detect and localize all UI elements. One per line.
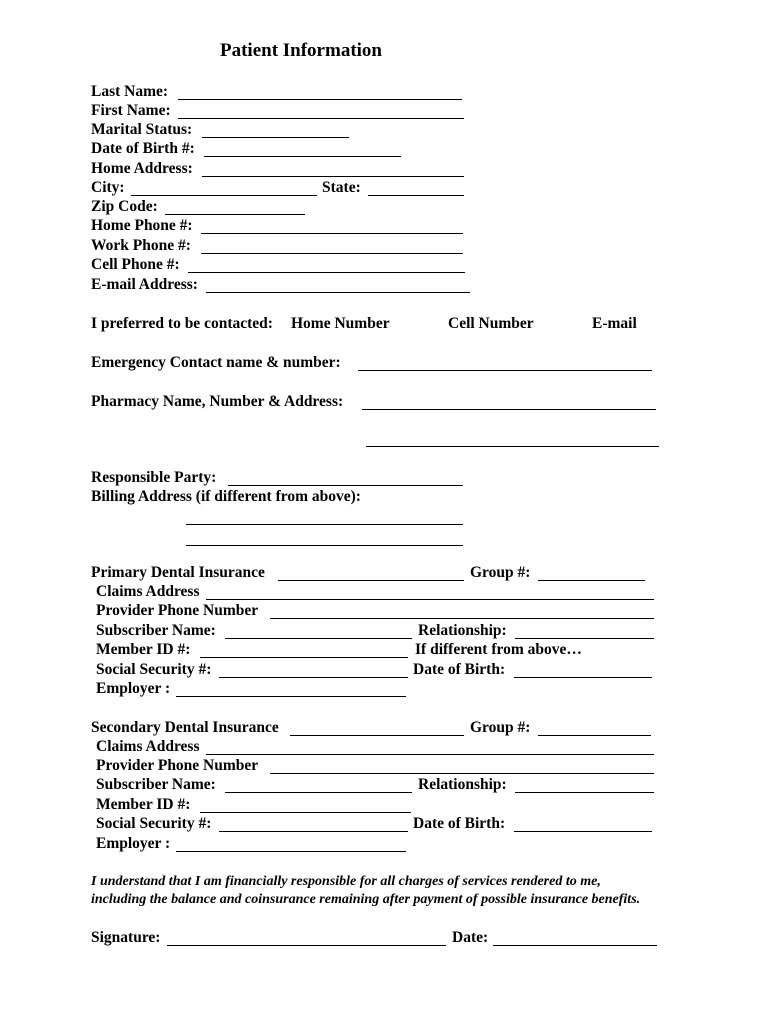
primary-group-label: Group #: bbox=[470, 564, 531, 581]
state-field[interactable] bbox=[368, 195, 464, 196]
secondary-relationship-field[interactable] bbox=[515, 792, 654, 793]
contact-option-email[interactable]: E-mail bbox=[592, 315, 637, 332]
secondary-employer-label: Employer : bbox=[96, 835, 171, 852]
pharmacy-field[interactable] bbox=[362, 409, 656, 410]
secondary-group-field[interactable] bbox=[538, 735, 651, 736]
primary-provider-phone-field[interactable] bbox=[270, 618, 654, 619]
first-name-field[interactable] bbox=[178, 118, 464, 119]
email-label: E-mail Address: bbox=[91, 276, 198, 293]
secondary-claims-field[interactable] bbox=[206, 754, 654, 755]
first-name-label: First Name: bbox=[91, 102, 171, 119]
primary-relationship-label: Relationship: bbox=[418, 622, 507, 639]
primary-employer-field[interactable] bbox=[176, 696, 406, 697]
primary-subscriber-label: Subscriber Name: bbox=[96, 622, 216, 639]
secondary-provider-phone-field[interactable] bbox=[270, 773, 654, 774]
home-address-field[interactable] bbox=[202, 176, 464, 177]
primary-relationship-field[interactable] bbox=[515, 638, 654, 639]
responsible-party-field[interactable] bbox=[228, 485, 463, 486]
primary-ssn-field[interactable] bbox=[219, 677, 408, 678]
signature-field[interactable] bbox=[167, 945, 446, 946]
home-phone-label: Home Phone #: bbox=[91, 217, 193, 234]
primary-employer-label: Employer : bbox=[96, 680, 171, 697]
primary-insurance-field[interactable] bbox=[278, 580, 464, 581]
secondary-provider-phone-label: Provider Phone Number bbox=[96, 757, 259, 774]
secondary-insurance-field[interactable] bbox=[290, 735, 464, 736]
billing-address-label: Billing Address (if different from above): bbox=[91, 488, 361, 505]
financial-statement-line2: including the balance and coinsurance remaining after payment of possible insurance benefits. bbox=[91, 892, 641, 907]
marital-status-field[interactable] bbox=[202, 137, 349, 138]
secondary-ssn-field[interactable] bbox=[219, 831, 408, 832]
secondary-member-id-field[interactable] bbox=[200, 812, 411, 813]
contact-option-home[interactable]: Home Number bbox=[291, 315, 390, 332]
state-label: State: bbox=[322, 179, 361, 196]
cell-phone-label: Cell Phone #: bbox=[91, 256, 180, 273]
secondary-ssn-label: Social Security #: bbox=[96, 815, 212, 832]
primary-insurance-label: Primary Dental Insurance bbox=[91, 564, 265, 581]
secondary-insurance-label: Secondary Dental Insurance bbox=[91, 719, 279, 736]
billing-address-field-1[interactable] bbox=[186, 524, 463, 525]
responsible-party-label: Responsible Party: bbox=[91, 469, 217, 486]
secondary-member-id-label: Member ID #: bbox=[96, 796, 191, 813]
work-phone-label: Work Phone #: bbox=[91, 237, 191, 254]
secondary-subscriber-field[interactable] bbox=[225, 792, 412, 793]
zip-label: Zip Code: bbox=[91, 198, 158, 215]
email-field[interactable] bbox=[206, 292, 470, 293]
primary-dob-label: Date of Birth: bbox=[413, 661, 506, 678]
last-name-label: Last Name: bbox=[91, 83, 169, 100]
city-label: City: bbox=[91, 179, 125, 196]
home-phone-field[interactable] bbox=[201, 233, 463, 234]
primary-claims-label: Claims Address bbox=[96, 583, 200, 600]
secondary-group-label: Group #: bbox=[470, 719, 531, 736]
primary-dob-field[interactable] bbox=[514, 677, 652, 678]
marital-status-label: Marital Status: bbox=[91, 121, 193, 138]
primary-member-id-field[interactable] bbox=[200, 657, 408, 658]
primary-claims-field[interactable] bbox=[206, 599, 654, 600]
last-name-field[interactable] bbox=[178, 99, 462, 100]
emergency-contact-label: Emergency Contact name & number: bbox=[91, 354, 341, 371]
contact-option-cell[interactable]: Cell Number bbox=[448, 315, 534, 332]
billing-address-field-2[interactable] bbox=[186, 545, 463, 546]
primary-ssn-label: Social Security #: bbox=[96, 661, 212, 678]
pharmacy-field-line2[interactable] bbox=[366, 446, 659, 447]
contact-pref-label: I preferred to be contacted: bbox=[91, 315, 273, 332]
primary-member-id-label: Member ID #: bbox=[96, 641, 191, 658]
secondary-employer-field[interactable] bbox=[176, 851, 406, 852]
dob-label: Date of Birth #: bbox=[91, 140, 195, 157]
pharmacy-label: Pharmacy Name, Number & Address: bbox=[91, 393, 344, 410]
secondary-dob-label: Date of Birth: bbox=[413, 815, 506, 832]
primary-subscriber-field[interactable] bbox=[225, 638, 412, 639]
date-label: Date: bbox=[452, 929, 489, 946]
work-phone-field[interactable] bbox=[201, 253, 463, 254]
primary-group-field[interactable] bbox=[538, 580, 645, 581]
city-field[interactable] bbox=[131, 195, 317, 196]
cell-phone-field[interactable] bbox=[188, 272, 465, 273]
page-title: Patient Information bbox=[219, 40, 382, 61]
home-address-label: Home Address: bbox=[91, 160, 193, 177]
date-field[interactable] bbox=[493, 945, 657, 946]
zip-field[interactable] bbox=[165, 214, 305, 215]
signature-label: Signature: bbox=[91, 929, 161, 946]
secondary-relationship-label: Relationship: bbox=[418, 776, 507, 793]
primary-if-different-text: If different from above… bbox=[415, 641, 582, 658]
financial-statement-line1: I understand that I am financially responsible for all charges of services rendered to me, bbox=[91, 874, 601, 889]
dob-field[interactable] bbox=[204, 156, 401, 157]
primary-provider-phone-label: Provider Phone Number bbox=[96, 602, 259, 619]
secondary-dob-field[interactable] bbox=[514, 831, 652, 832]
secondary-subscriber-label: Subscriber Name: bbox=[96, 776, 216, 793]
secondary-claims-label: Claims Address bbox=[96, 738, 200, 755]
emergency-contact-field[interactable] bbox=[358, 370, 652, 371]
